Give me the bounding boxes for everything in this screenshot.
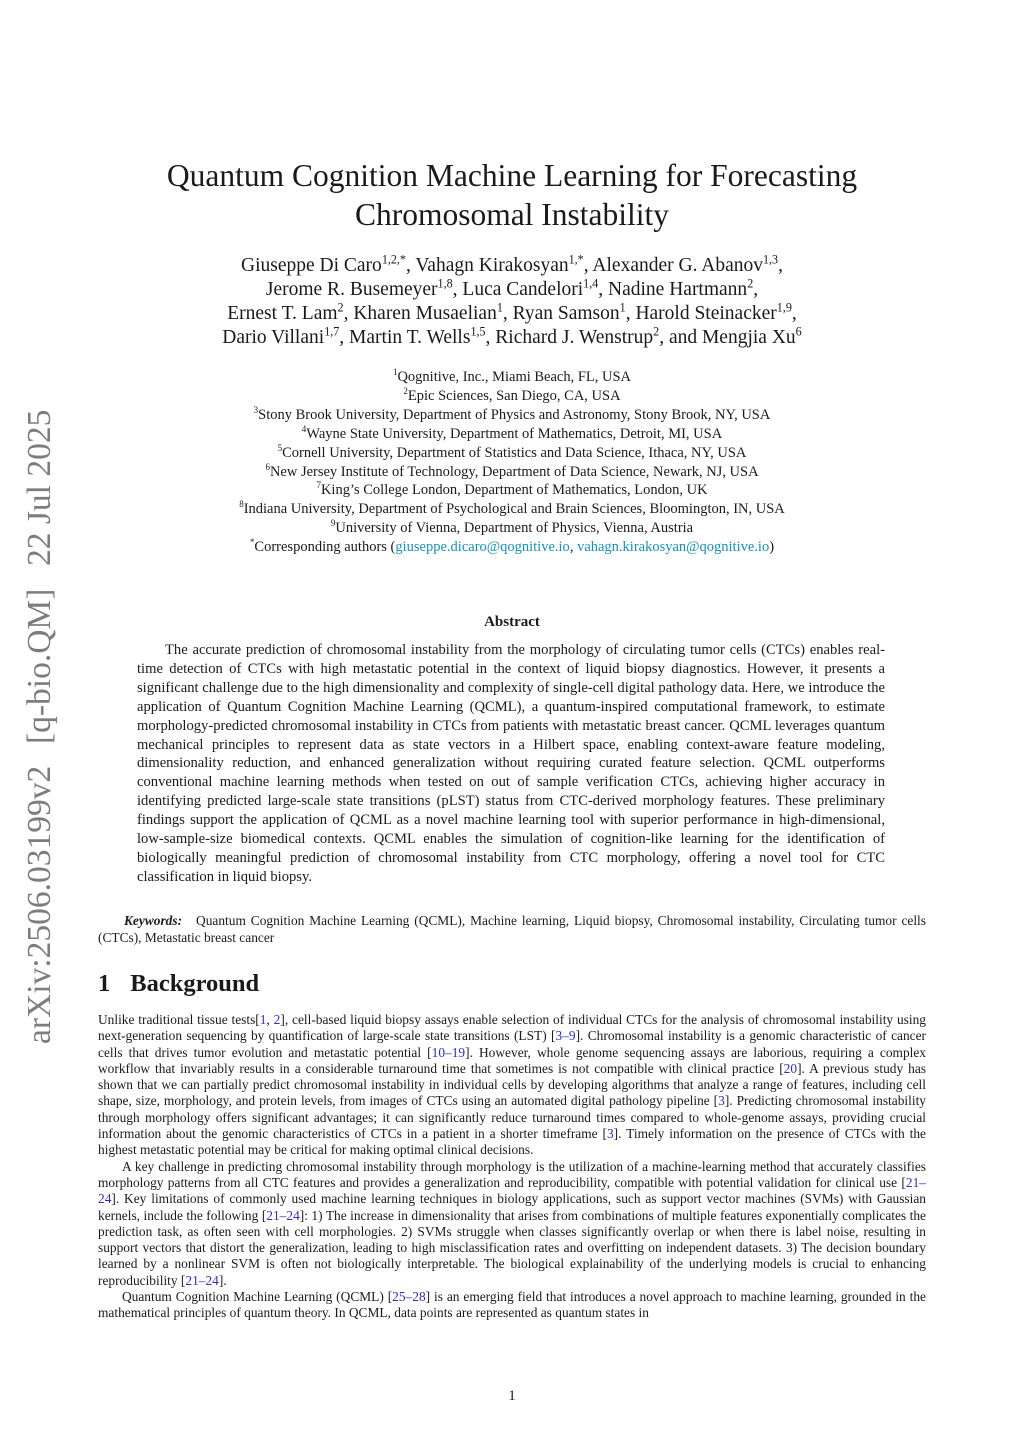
email-link-1[interactable]: giuseppe.dicaro@qognitive.io (395, 539, 570, 556)
author-name: Ryan Samson$^1$ (512, 300, 626, 324)
email-link-2[interactable]: vahagn.kirakosyan@qognitive.io (577, 539, 770, 556)
author-affiliation-mark: 1 (496, 300, 503, 315)
citation-link[interactable]: 21–24 (185, 1272, 219, 1288)
paragraph: Quantum Cognition Machine Learning (QCML) [25–28] is an emerging field that introduces a novel approach to machine learning, grounded in the mathematical principles of quantum theory. In QCML, data points are represented as quantum states in (98, 1289, 926, 1321)
author-affiliation-mark: 1,2,* (381, 252, 406, 267)
author-name: Luca Candelori$^{1,4}$ (462, 276, 599, 300)
keywords-label: Keywords: (124, 913, 183, 928)
author-affiliation-mark: 6 (795, 324, 802, 339)
author-name: Giuseppe Di Caro$^{1,2,*}$ (241, 252, 406, 276)
citation-link[interactable]: 3 (606, 1126, 614, 1142)
section-title: Background (130, 970, 260, 997)
abstract-heading: Abstract (484, 614, 540, 630)
citation-link[interactable]: 3–9 (555, 1028, 576, 1044)
affiliation: $^8$Indiana University, Department of Psychological and Brain Sciences, Bloomington, IN, USA (239, 499, 785, 518)
arxiv-category: [q-bio.QM] (21, 588, 58, 744)
body-text (98, 1012, 926, 1322)
corresponding-authors: *Corresponding authors (giuseppe.dicaro@qognitive.io, vahagn.kirakosyan@qognitive.io) (249, 537, 775, 556)
paragraph: Unlike traditional tissue tests[1, 2], cell-based liquid biopsy assays enable selection of individual CTCs for the analysis of chromosomal instability using next-generation sequencing by quantification of large-scale state transitions (LST) [3–9]. Chromosomal instability is a genomic characteristic of cancer cells that drives tumor evolution and metastatic potential [10–19]. However, whole genome sequencing assays are laborious, requiring a complex workflow that invariably results in a considerable turnaround time that sometimes is not compatible with clinical practice [20]. A previous study has shown that we can partially predict chromosomal instability in individual cells by developing algorithms that analyze a range of features, including cell shape, size, morphology, and protein levels, from images of CTCs using an automated digital pathology pipeline [3]. Predicting chromosomal instability through morphology offers significant advantages; it can significantly reduce turnaround times compared to whole-genome assays, providing crucial information about the genomic characteristics of CTCs in a patient in a shorter timeframe [3]. Timely information on the presence of CTCs with the highest metastatic potential may be critical for making optimal clinical decisions. (98, 1012, 927, 1158)
affiliation-list (90, 368, 934, 557)
citation-link[interactable]: 21–24 (98, 1174, 926, 1207)
section-number: 1 (98, 970, 111, 997)
author-affiliation-mark: 1,3 (763, 252, 779, 267)
affiliation: $^5$Cornell University, Department of Statistics and Data Science, Ithaca, NY, USA (277, 442, 747, 461)
affiliation: $^1$Qognitive, Inc., Miami Beach, FL, USA (392, 367, 632, 385)
author-affiliation-mark: 1,7 (324, 324, 340, 339)
author-affiliation-mark: 1,8 (437, 276, 453, 291)
affiliation: $^9$University of Vienna, Department of Physics, Vienna, Austria (330, 518, 694, 537)
author-name: Kharen Musaelian$^1$ (353, 300, 503, 324)
citation-link[interactable]: 2 (273, 1012, 281, 1027)
author-affiliation-mark: 1,4 (583, 276, 599, 291)
citation-link[interactable]: 1 (259, 1012, 267, 1027)
author-name: Nadine Hartmann$^2$ (608, 276, 754, 300)
author-name: Mengjia Xu$^6$ (701, 324, 802, 348)
citation-link[interactable]: 25–28 (392, 1289, 426, 1305)
keywords (98, 913, 926, 946)
paper-title: Quantum Cognition Machine Learning for Forecasting Chromosomal Instability (166, 158, 858, 232)
arxiv-stamp (18, 404, 62, 1044)
arxiv-date: 22 Jul 2025 (21, 410, 58, 567)
author-name: Richard J. Wenstrup$^2$ (495, 324, 660, 348)
author-name: Jerome R. Busemeyer$^{1,8}$ (265, 276, 453, 300)
affiliation: $^4$Wayne State University, Department of Mathematics, Detroit, MI, USA (301, 423, 723, 442)
affiliation: $^7$King’s College London, Department of Mathematics, London, UK (316, 480, 708, 499)
affiliation: $^6$New Jersey Institute of Technology, Department of Data Science, Newark, NJ, USA (265, 461, 759, 480)
citation-link[interactable]: 20 (783, 1060, 798, 1076)
author-affiliation-mark: 2 (747, 276, 754, 291)
citation-link[interactable]: 10–19 (431, 1044, 466, 1060)
author-affiliation-mark: 1,9 (776, 300, 792, 315)
citation-link[interactable]: 21–24 (266, 1207, 300, 1223)
citation-link[interactable]: 3 (718, 1093, 725, 1109)
paragraph: A key challenge in predicting chromosomal instability through morphology is the utilization of a machine-learning method that accurately classifies morphology patterns from all CTC features and provides a generalization and reproducibility, compatible with potential validation for clinical use [21–24]. Key limitations of commonly used machine learning techniques in biology applications, such as support vector machines (SVMs) with Gaussian kernels, include the following [21–24]: 1) The increase in dimensionality that arises from combinations of multiple features exponentially complicates the prediction task, as often seen with cell morphologies. 2) SVMs struggle when classes significantly overlap or when there is label noise, resulting in support vectors that distort the generalization, leading to high misclassification rates and overfitting on independent datasets. 3) The decision boundary learned by a nonlinear SVM is often not biologically interpretable. The biological explainability of the underlying models is crucial to enhancing reproducibility [21–24]. (98, 1158, 926, 1288)
section-heading (98, 970, 926, 998)
author-name: Vahagn Kirakosyan$^{1,*}$ (415, 252, 584, 276)
author-affiliation-mark: 2 (337, 300, 344, 315)
author-affiliation-mark: 1,* (568, 252, 584, 267)
author-name: Martin T. Wells$^{1,5}$ (349, 324, 486, 348)
keywords-text: Quantum Cognition Machine Learning (QCML), Machine learning, Liquid biopsy, Chromosomal instability, Circulating tumor cells (CTCs), Metastatic breast cancer (98, 913, 926, 945)
abstract-body: The accurate prediction of chromosomal instability from the morphology of circulating tumor cells (CTCs) enables real-time detection of CTCs with high metastatic potential in the context of liquid biopsy diagnostics. However, it presents a significant challenge due to the high dimensionality and complexity of single-cell digital pathology data. Here, we introduce the application of Quantum Cognition Machine Learning (QCML), a quantum-inspired computational framework, to estimate morphology-predicted chromosomal instability in CTCs from patients with metastatic breast cancer. QCML leverages quantum mechanical principles to represent data as state vectors in a Hilbert space, enabling context-aware feature modeling, dimensionality reduction, and enhanced generalization without requiring curated feature selection. QCML outperforms conventional machine learning methods when tested on out of sample verification CTCs, achieving higher accuracy in identifying predicted large-scale state transitions (pLST) status from CTC-derived morphology features. These preliminary findings support the application of QCML as a novel machine learning tool with superior performance in high-dimensional, low-sample-size biomedical contexts. QCML enables the simulation of cognition-like learning for the identification of biologically meaningful prediction of chromosomal instability from CTC morphology, offering a novel tool for CTC classification in liquid biopsy. (137, 642, 885, 885)
author-affiliation-mark: 1 (619, 300, 626, 315)
author-name: Ernest T. Lam$^2$ (227, 300, 344, 324)
author-affiliation-mark: 1,5 (470, 324, 486, 339)
author-name: Dario Villani$^{1,7}$ (222, 324, 340, 348)
arxiv-id[interactable]: arXiv:2506.03199v2 (21, 765, 58, 1044)
author-name: Alexander G. Abanov$^{1,3}$ (592, 252, 779, 276)
affiliation: $^2$Epic Sciences, San Diego, CA, USA (403, 386, 621, 404)
author-name: Harold Steinacker$^{1,9}$ (635, 300, 792, 324)
page-number: 1 (508, 1388, 516, 1404)
author-list: Giuseppe Di Caro$^{1,2,*}$, Vahagn Kirakosyan$^{1,*}$, Alexander G. Abanov$^{1,3}$, Jerome R. Busemeyer$^{1,8}$, Luca Candelori$^{1,4}$, Nadine Hartmann$^2$, Ernest T. Lam$^2$, Kharen Musaelian$^1$, Ryan Samson$^1$, Harold Steinacker$^{1,9}$, Dario Villani$^{1,7}$, Martin T. Wells$^{1,5}$, Richard J. Wenstrup$^2$, and Mengjia Xu$^6$ (222, 252, 802, 348)
affiliation: $^3$Stony Brook University, Department of Physics and Astronomy, Stony Brook, NY, USA (253, 404, 771, 423)
author-affiliation-mark: 2 (653, 324, 660, 339)
